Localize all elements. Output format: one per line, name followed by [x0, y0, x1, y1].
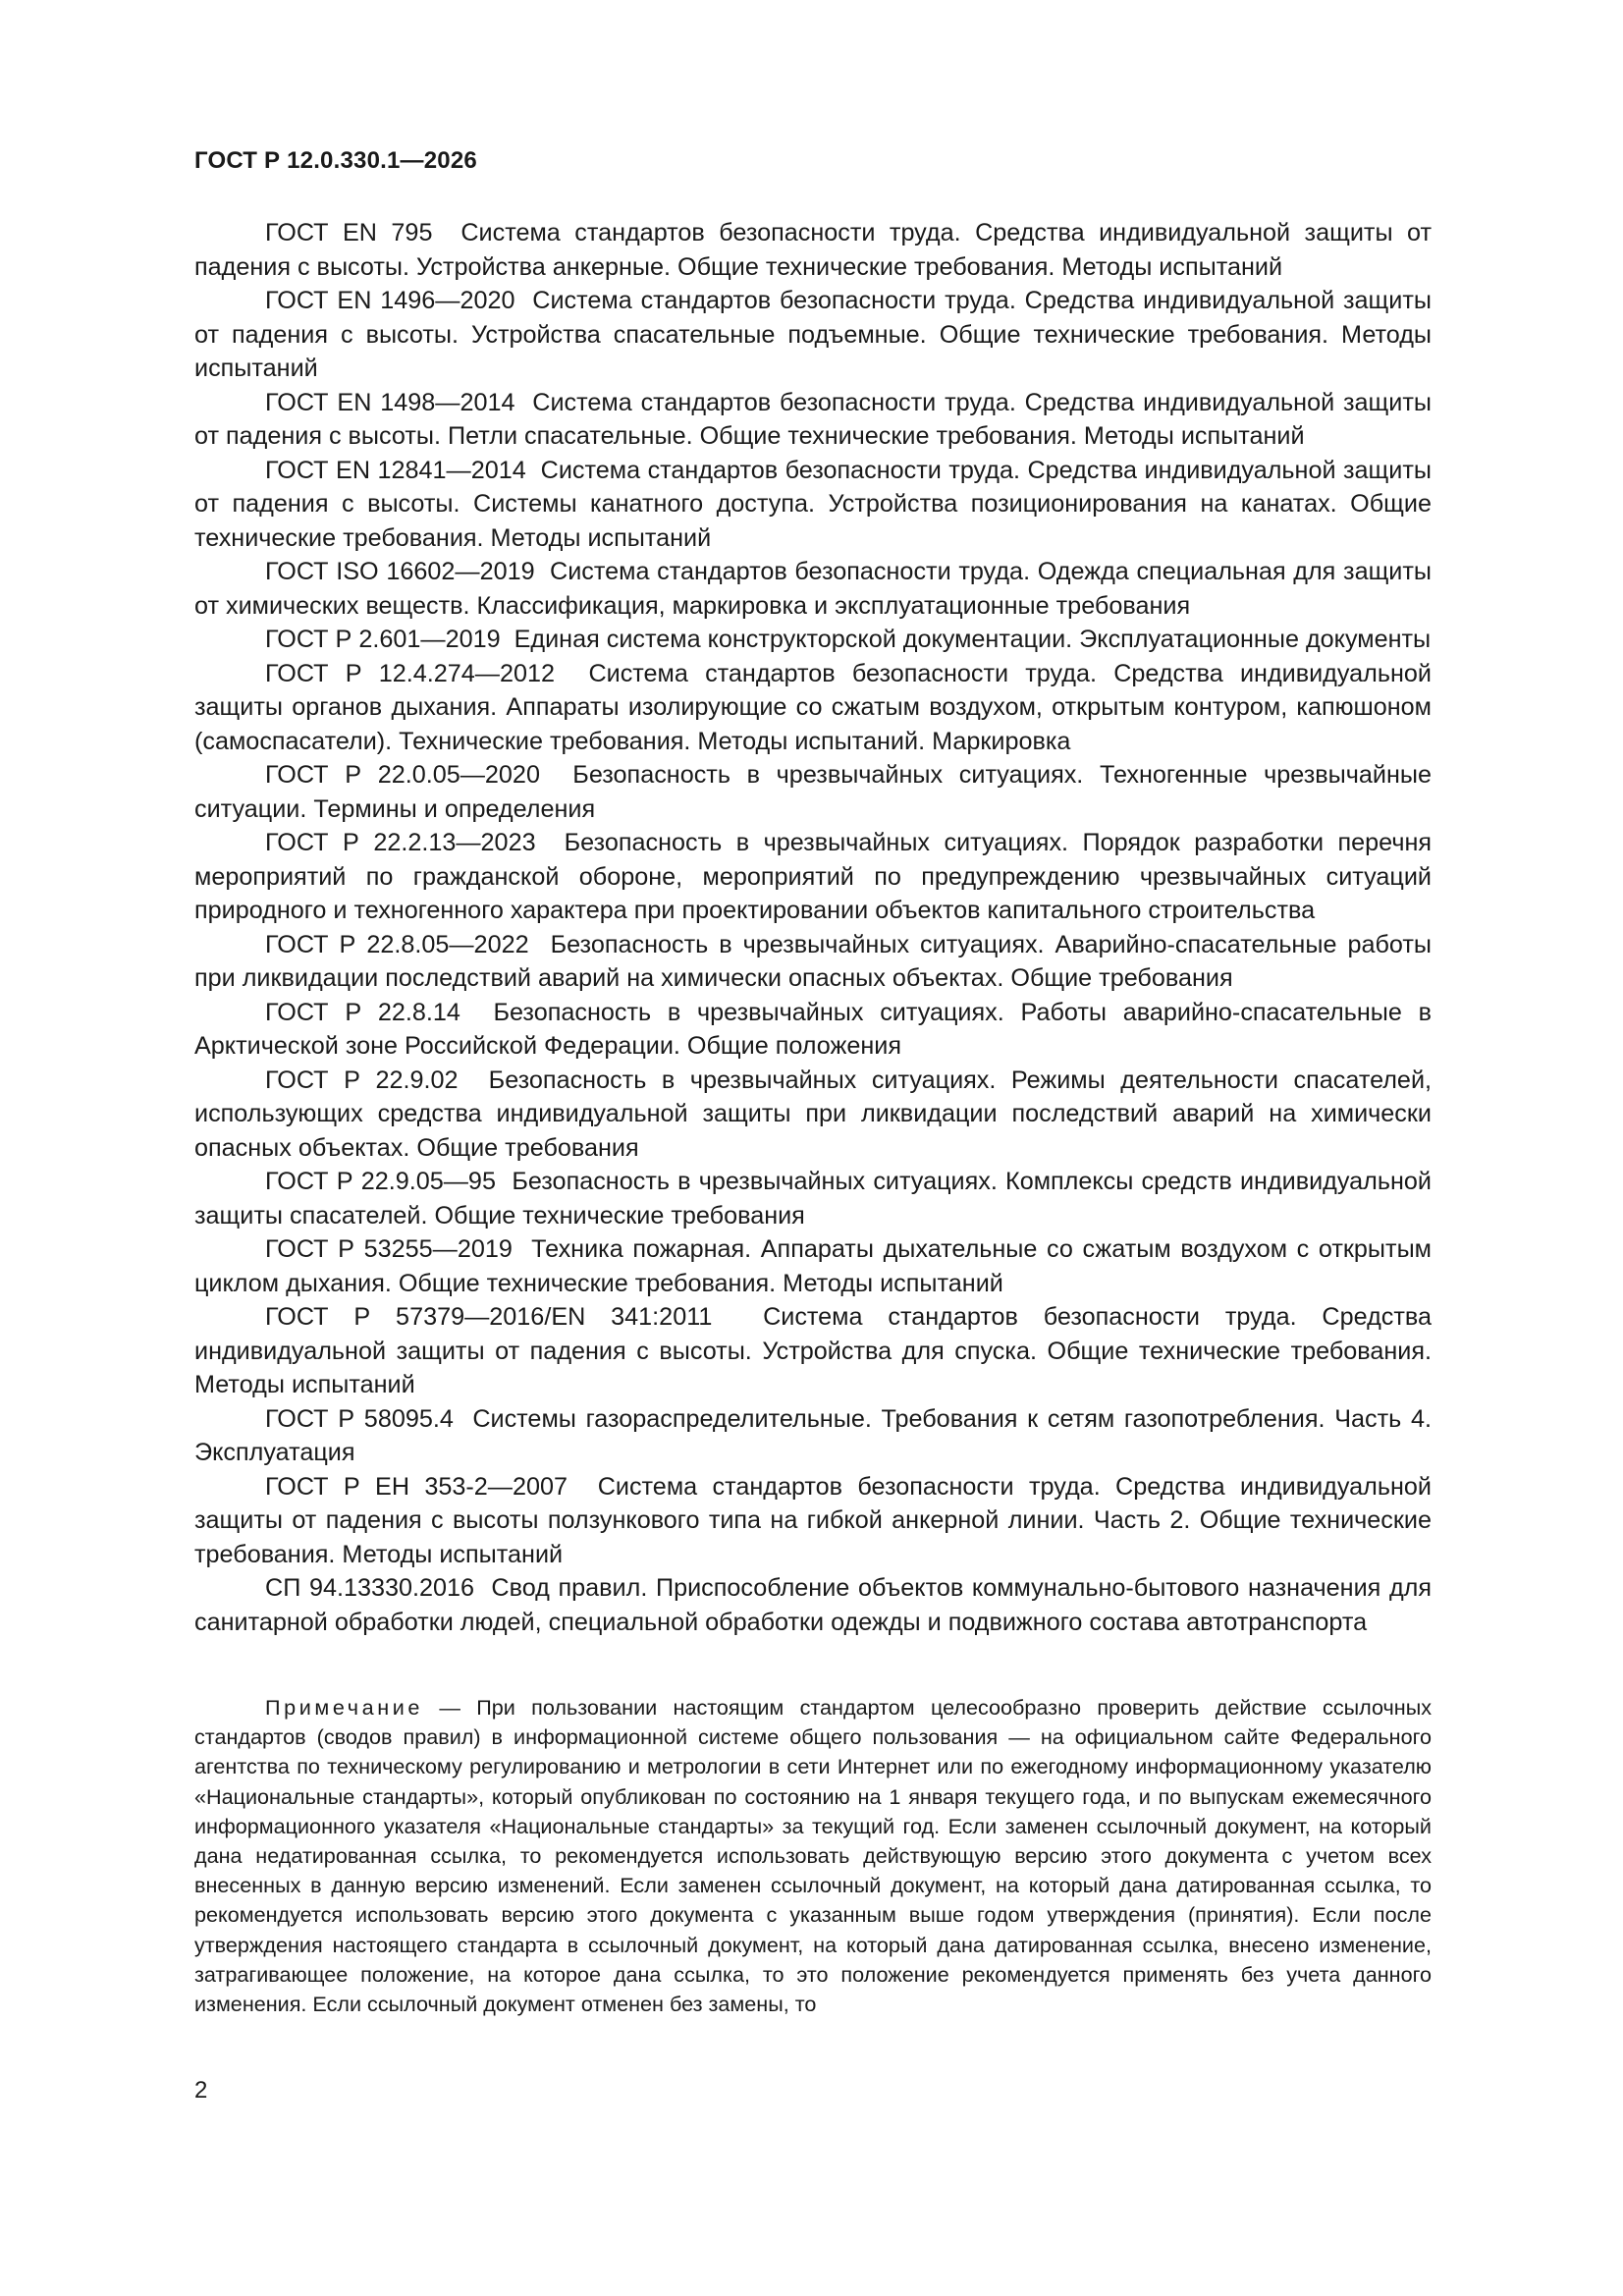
reference-item	[194, 758, 1432, 826]
note-dash: —	[423, 1695, 477, 1720]
reference-title: Система стандартов безопасности труда. Средства индивидуальной защиты органов дыхания. Аппараты изолирующие со сжатым воздухом, открытым контуром, капюшоном (самоспасатели). Технические требования. Методы испытаний. Маркировка	[194, 659, 1432, 755]
reference-item	[194, 657, 1432, 759]
reference-code: ГОСТ Р 22.2.13—2023	[265, 829, 536, 856]
reference-code: ГОСТ Р 22.9.05—95	[265, 1168, 496, 1195]
reference-code: ГОСТ Р 22.8.05—2022	[265, 930, 529, 958]
reference-item	[194, 928, 1432, 996]
reference-item	[194, 1165, 1432, 1232]
reference-item	[194, 623, 1432, 657]
reference-item	[194, 1300, 1432, 1402]
note-paragraph	[194, 1693, 1432, 2019]
reference-title: Безопасность в чрезвычайных ситуациях. Режимы деятельности спасателей, использующих средства индивидуальной защиты при ликвидации последствий аварий на химически опасных объектах. Общие требования	[194, 1066, 1433, 1162]
reference-title: Свод правил. Приспособление объектов коммунально-бытового назначения для санитарной обработки людей, специальной обработки одежды и подвижного состава автотранспорта	[194, 1574, 1432, 1636]
reference-code: ГОСТ Р 58095.4	[265, 1404, 454, 1433]
reference-code: ГОСТ Р 57379—2016/EN 341:2011	[265, 1303, 713, 1331]
reference-code: ГОСТ ISO 16602—2019	[265, 558, 535, 585]
reference-title: Система стандартов безопасности труда. Средства индивидуальной защиты от падения с высоты. Устройства спасательные подъемные. Общие технические требования. Методы испытаний	[194, 287, 1432, 382]
reference-code: ГОСТ Р 22.8.14	[265, 998, 460, 1026]
reference-title: Безопасность в чрезвычайных ситуациях. Порядок разработки перечня мероприятий по гражданской обороне, мероприятий по предупреждению чрезвычайных ситуаций природного и техногенного характера при проектировании объектов капитального строительства	[194, 829, 1433, 924]
reference-title: Техника пожарная. Аппараты дыхательные со сжатым воздухом с открытым циклом дыхания. Общие технические требования. Методы испытаний	[194, 1235, 1432, 1297]
reference-item	[194, 216, 1432, 284]
reference-item	[194, 826, 1432, 928]
reference-code: ГОСТ Р 2.601—2019	[265, 626, 501, 653]
reference-code: ГОСТ EN 12841—2014	[265, 456, 526, 484]
normative-references-list	[194, 216, 1432, 1639]
reference-title: Единая система конструкторской документации. Эксплуатационные документы	[514, 626, 1432, 653]
reference-item	[194, 555, 1432, 623]
reference-title: Безопасность в чрезвычайных ситуациях. Техногенные чрезвычайные ситуации. Термины и определения	[194, 761, 1432, 823]
reference-code: ГОСТ Р ЕН 353-2—2007	[265, 1472, 568, 1501]
reference-code: ГОСТ EN 1498—2014	[265, 388, 515, 416]
reference-code: ГОСТ EN 1496—2020	[265, 287, 515, 314]
reference-item	[194, 284, 1432, 386]
reference-code: ГОСТ Р 22.0.05—2020	[265, 761, 540, 789]
reference-title: Безопасность в чрезвычайных ситуациях. Работы аварийно-спасательные в Арктической зоне Российской Федерации. Общие положения	[194, 998, 1433, 1060]
reference-item	[194, 996, 1432, 1064]
reference-item	[194, 1470, 1432, 1572]
note-label: Примечание	[265, 1695, 423, 1720]
reference-code: ГОСТ Р 22.9.02	[265, 1066, 459, 1094]
reference-title: Система стандартов безопасности труда. Средства индивидуальной защиты от падения с высоты ползункового типа на гибкой анкерной линии. Часть 2. Общие технические требования. Методы испытаний	[194, 1472, 1432, 1568]
reference-title: Безопасность в чрезвычайных ситуациях. Аварийно-спасательные работы при ликвидации последствий аварий на химически опасных объектах. Общие требования	[194, 930, 1432, 992]
reference-code: ГОСТ Р 53255—2019	[265, 1235, 513, 1263]
reference-title: Система стандартов безопасности труда. Средства индивидуальной защиты от падения с высоты. Устройства для спуска. Общие технические требования. Методы испытаний	[194, 1303, 1433, 1398]
reference-item	[194, 454, 1432, 556]
reference-title: Система стандартов безопасности труда. Средства индивидуальной защиты от падения с высоты. Петли спасательные. Общие технические требования. Методы испытаний	[194, 388, 1432, 450]
reference-item	[194, 1064, 1432, 1166]
reference-item	[194, 386, 1432, 454]
page-number: 2	[194, 2077, 208, 2104]
document-header: ГОСТ Р 12.0.330.1—2026	[194, 147, 477, 174]
note-text: При пользовании настоящим стандартом целесообразно проверить действие ссылочных стандартов (сводов правил) в информационной системе общего пользования — на официальном сайте Федерального агентства по техническому регулированию и метрологии в сети Интернет или по ежегодному информационному указателю «Национальные стандарты», который опубликован по состоянию на 1 января текущего года, и по выпускам ежемесячного информационного указателя «Национальные стандарты» за текущий год. Если заменен ссылочный документ, на который дана недатированная ссылка, то рекомендуется использовать действующую версию этого документа с учетом всех внесенных в данную версию изменений. Если заменен ссылочный документ, на который дана датированная ссылка, то рекомендуется использовать версию этого документа с указанным выше годом утверждения (принятия). Если после утверждения настоящего стандарта в ссылочный документ, на который дана датированная ссылка, внесено изменение, затрагивающее положение, на которое дана ссылка, то это положение рекомендуется применять без учета данного изменения. Если ссылочный документ отменен без замены, то	[194, 1695, 1433, 2017]
reference-title: Безопасность в чрезвычайных ситуациях. Комплексы средств индивидуальной защиты спасателей. Общие технические требования	[194, 1168, 1432, 1230]
reference-title: Система стандартов безопасности труда. Средства индивидуальной защиты от падения с высоты. Устройства анкерные. Общие технические требования. Методы испытаний	[194, 219, 1432, 281]
reference-code: ГОСТ EN 795	[265, 219, 433, 246]
reference-code: СП 94.13330.2016	[265, 1574, 475, 1602]
reference-title: Система стандартов безопасности труда. Средства индивидуальной защиты от падения с высоты. Системы канатного доступа. Устройства позиционирования на канатах. Общие технические требования. Методы испытаний	[194, 456, 1432, 552]
reference-title: Система стандартов безопасности труда. Одежда специальная для защиты от химических веществ. Классификация, маркировка и эксплуатационные требования	[194, 558, 1433, 620]
reference-code: ГОСТ Р 12.4.274—2012	[265, 659, 556, 687]
reference-item	[194, 1232, 1432, 1300]
reference-title: Системы газораспределительные. Требования к сетям газопотребления. Часть 4. Эксплуатация	[194, 1404, 1432, 1466]
reference-item	[194, 1402, 1432, 1470]
reference-item	[194, 1571, 1432, 1639]
